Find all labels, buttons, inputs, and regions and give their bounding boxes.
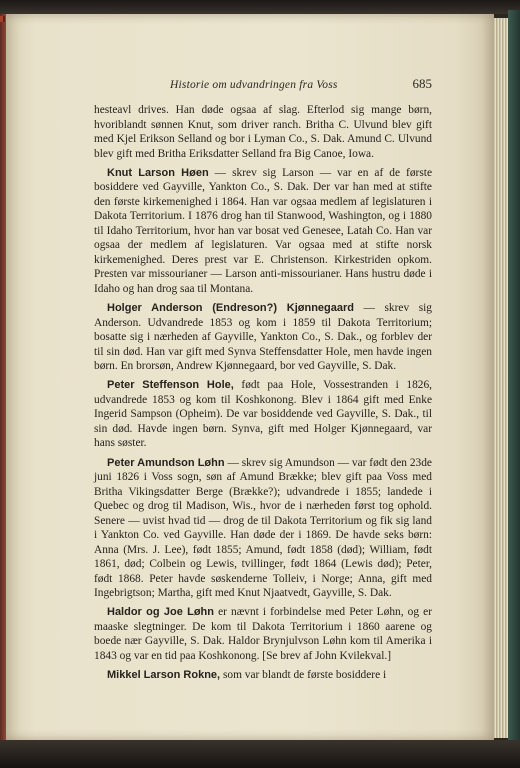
- paragraph-text: født paa Hole, Vossestranden i 1826, udvandrede 1853 og kom til Koshkonong. Blev i 1864 gift med Enke Ingerid Sampson (Opheim). De var bosiddende ved Gayville, S. Dak., til sin død. Havde ingen børn. Synva, gift med Holger Kjønnegaard, var hans søster.: [94, 379, 433, 450]
- paragraph-text: hesteavl drives. Han døde ogsaa af slag. Efterlod sig mange børn, hvoriblandt sønnen Knut, som driver ranch. Britha C. Ulvund blev gift med Kjel Erikson Selland og bor i Lyman Co., S. Dak. Amund C. Ulvund blev gift med Britha Eriksdatter Selland fra Big Canoe, Iowa.: [94, 104, 432, 160]
- person-name: Peter Steffenson Hole,: [107, 379, 234, 392]
- page-edges: [494, 18, 508, 738]
- person-name: Mikkel Larson Rokne,: [107, 669, 221, 682]
- running-head: Historie om udvandringen fra Voss: [170, 79, 338, 91]
- paragraph: [94, 166, 432, 297]
- paragraph-text: — skrev sig Anderson. Udvandrede 1853 og kom i 1859 til Dakota Territorium; bosatte sig i nærheden af Gayville, Yankton Co., S. Dak., og forblev der til sin død. Han var gift med Synva Steffensdatter Hole, men havde ingen børn. En brorsøn, Andrew Kjønnegaard, bor ved Gayville, S. Dak.: [94, 302, 432, 373]
- page-number: 685: [412, 76, 432, 91]
- paragraph-text: — skrev sig Amundson — var født den 23de juni 1826 i Voss sogn, søn af Amund Brække; blev gift paa Voss med Britha Vikingsdatter Berge (Brække?); udvandrede i 1855; landede i Quebec og drog til Madison, Wis., hvor de i nærheden først tog ophold. Senere — uvist hvad tid — drog de til Dakota Territorium og fik sig land i Yankton Co. ved Gayville. Han døde der i 1869. De havde seks børn: Anna (Mrs. J. Lee), født 1855; Amund, født 1858 (død); William, født 1861, død; Colbein og Lewis, tvillinger, født 1864 (Lewis død); Peter, født 1868. Peter havde søskenderne Tolleiv, i Norge; Anna, gift med Ingebrigtson; Martha, gift med Knut Njaatvedt, Gayville, S. Dak.: [94, 456, 432, 600]
- paragraph-text: er nævnt i forbindelse med Peter Løhn, og er maaske slegtninger. De kom til Dakota Territorium i 1860 aarene og boede nær Gayville, S. Dak. Haldor Brynjulvson Løhn kom til Amerika i 1843 og var en tid paa Koshkonong. [Se brev af John Kvilekval.]: [94, 606, 432, 662]
- paragraph: [94, 103, 432, 161]
- paragraph: [94, 605, 432, 663]
- paragraph: [94, 456, 432, 601]
- person-name: Holger Anderson (Endreson?) Kjønnegaard: [107, 302, 355, 315]
- paragraph: [94, 301, 432, 374]
- person-name: Peter Amundson Løhn: [107, 456, 225, 469]
- page-header: [170, 76, 432, 94]
- paragraph-text: som var blandt de første bosiddere i: [220, 669, 387, 682]
- paragraph-text: — skrev sig Larson — var en af de første bosiddere ved Gayville, Yankton Co., S. Dak. Der var han med at stifte den første kirkemenighed i 1864. Han var ogsaa medlem af legislaturen i Dakota Territorium. I 1876 drog han til Stanwood, Washington, og i 1880 til Idaho Territorium, hvor han var bosat ved Genesee, Latah Co. Han var ogsaa der medlem af legislaturen. Var ogsaa med at stifte norsk kirkemenighed. Deres prest var E. Christenson. Kirkestriden opkom. Presten var missourianer — Larson anti-missourianer. Hans hustru døde i Idaho og han drog saa til Montana.: [94, 166, 432, 295]
- book-cover-right: [508, 10, 520, 750]
- paragraph: [94, 668, 432, 683]
- body-text: [94, 103, 432, 683]
- book-cover-top: [0, 0, 520, 14]
- paragraph: [94, 378, 432, 451]
- person-name: Haldor og Joe Løhn: [107, 606, 214, 619]
- book-cover-bottom: [0, 740, 520, 768]
- person-name: Knut Larson Høen: [107, 166, 209, 179]
